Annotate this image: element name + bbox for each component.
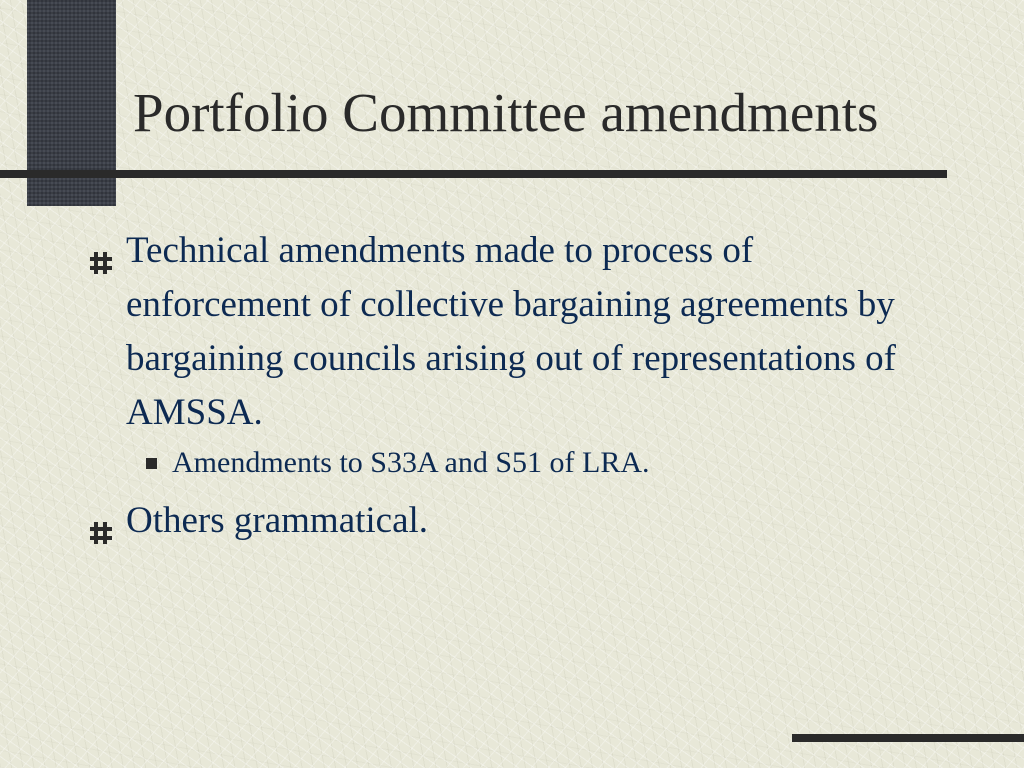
- title-rule: [0, 170, 947, 178]
- bullet-item: [88, 224, 988, 440]
- hash-bullet-icon: [88, 508, 114, 534]
- sub-bullet-item: [172, 444, 988, 482]
- bullet-item: [88, 494, 988, 548]
- hash-bullet-icon: [88, 238, 114, 264]
- sub-bullet-text: Amendments to S33A and S51 of LRA.: [172, 446, 650, 479]
- square-bullet-icon: [146, 458, 157, 469]
- slide-content: [88, 224, 988, 548]
- bottom-rule: [792, 734, 1024, 742]
- bullet-text: Others grammatical.: [126, 500, 429, 541]
- slide-title: Portfolio Committee amendments: [133, 82, 879, 143]
- bullet-text: Technical amendments made to process of enforcement of collective bargaining agreements by bargaining councils arising out of representations of AMSSA.: [126, 230, 896, 433]
